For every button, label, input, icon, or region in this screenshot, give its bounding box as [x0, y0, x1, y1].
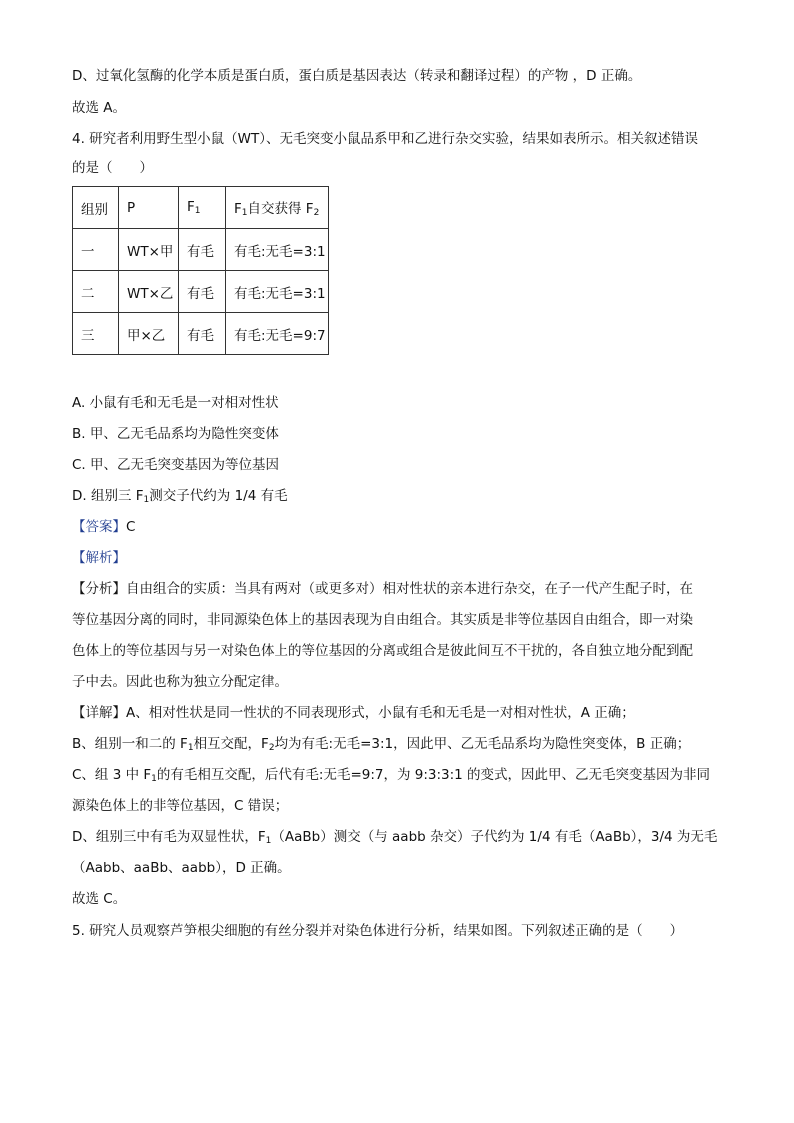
answer-value: C: [126, 519, 136, 535]
table-row: [73, 229, 329, 271]
cell-f2: 有毛:无毛=3:1: [226, 229, 329, 271]
cell-group: 一: [73, 229, 119, 271]
table-row: [73, 313, 329, 355]
option-a: A. 小鼠有毛和无毛是一对相对性状: [72, 395, 279, 411]
cell-f2: 有毛:无毛=3:1: [226, 271, 329, 313]
cell-f2: 有毛:无毛=9:7: [226, 313, 329, 355]
option-d: D. 组别三 $F_1$测交子代约为 1/4 有毛: [72, 488, 288, 505]
detail-line: 【详解】A、相对性状是同一性状的不同表现形式，小鼠有毛和无毛是一对相对性状，A 正确；: [72, 705, 635, 721]
header-parents: P: [119, 187, 179, 229]
detail-line: 源染色体上的非等位基因，C 错误；: [72, 798, 289, 814]
header-group: 组别: [73, 187, 119, 229]
option-c: C. 甲、乙无毛突变基因为等位基因: [72, 457, 280, 473]
table-row: [73, 271, 329, 313]
cell-f1: 有毛: [179, 271, 226, 313]
detail-line: （Aabb、aaBb、aabb），D 正确。: [72, 860, 291, 876]
table-header-row: [73, 187, 329, 229]
cell-parents: WT×乙: [119, 271, 179, 313]
analysis-line: 子中去。因此也称为独立分配定律。: [72, 674, 288, 690]
cell-group: 二: [73, 271, 119, 313]
detail-line: D、组别三中有毛为双显性状，$F_1(AaBb)$测交（与 aabb 杂交）子代约为 1/4 有毛（AaBb），3/4 为无毛: [72, 829, 718, 846]
final-answer-line: 故选 C。: [72, 891, 127, 907]
cell-group: 三: [73, 313, 119, 355]
prev-option-d-explanation: D、过氧化氢酶的化学本质是蛋白质，蛋白质是基因表达（转录和翻译过程）的产物 ，D 正确。: [72, 68, 642, 84]
question-4-stem-cont: 的是（ ）: [72, 160, 153, 176]
option-b: B. 甲、乙无毛品系均为隐性突变体: [72, 426, 279, 442]
cell-f1: 有毛: [179, 313, 226, 355]
detail-tag: 【详解】: [72, 705, 126, 721]
header-f2: $F_1$自交获得 $F_2$: [226, 187, 329, 229]
analysis-line: 【分析】自由组合的实质：当具有两对（或更多对）相对性状的亲本进行杂交，在子一代产生配子时，在: [72, 581, 693, 597]
cross-results-table: [72, 186, 329, 355]
answer-label: 【答案】: [72, 519, 126, 535]
prev-answer-line: 故选 A。: [72, 100, 127, 116]
analysis-heading: 【解析】: [72, 550, 126, 566]
header-f1: $F_1$: [179, 187, 226, 229]
analysis-tag: 【分析】: [72, 581, 126, 597]
detail-line: B、组别一和二的 $F_1$相互交配，$F_2$均为有毛:无毛=3:1，因此甲、乙无毛品系均为隐性突变体，B 正确；: [72, 736, 691, 753]
cell-parents: WT×甲: [119, 229, 179, 271]
answer-line: [72, 517, 135, 537]
cell-parents: 甲×乙: [119, 313, 179, 355]
question-4-stem: 4. 研究者利用野生型小鼠（WT）、无毛突变小鼠品系甲和乙进行杂交实验，结果如表所示。相关叙述错误: [72, 131, 699, 147]
detail-line: C、组 3 中 $F_1$的有毛相互交配，后代有毛:无毛=9:7，为 9:3:3:1 的变式，因此甲、乙无毛突变基因为非同: [72, 767, 711, 784]
analysis-line: 色体上的等位基因与另一对染色体上的等位基因的分离或组合是彼此间互不干扰的，各自独立地分配到配: [72, 643, 693, 659]
cell-f1: 有毛: [179, 229, 226, 271]
analysis-line: 等位基因分离的同时，非同源染色体上的基因表现为自由组合。其实质是非等位基因自由组合，即一对染: [72, 612, 693, 628]
question-5-stem: 5. 研究人员观察芦笋根尖细胞的有丝分裂并对染色体进行分析，结果如图。下列叙述正确的是（ ）: [72, 923, 684, 939]
